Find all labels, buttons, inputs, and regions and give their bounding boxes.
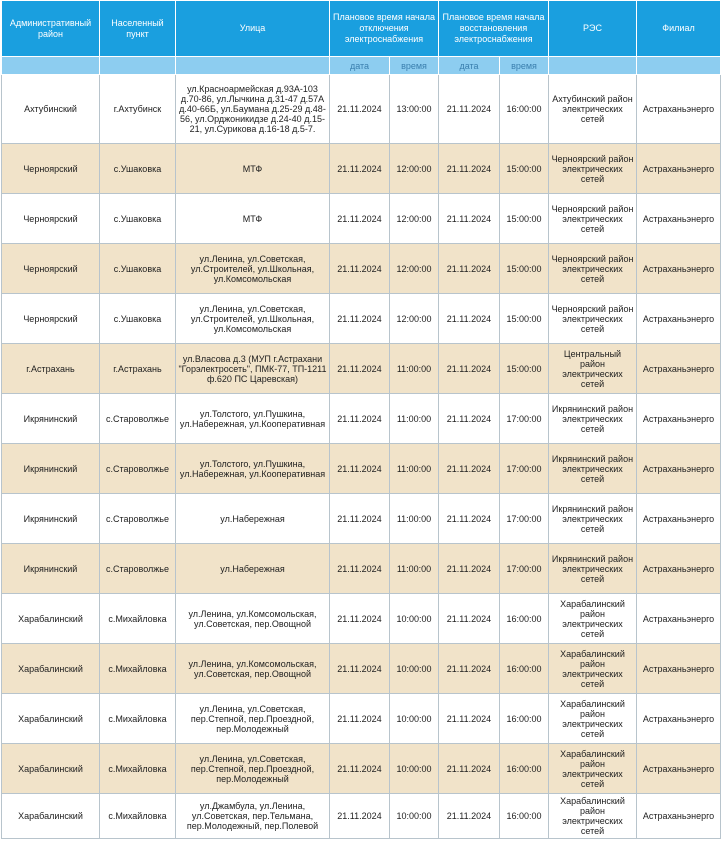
header-branch: Филиал bbox=[637, 1, 721, 57]
cell-off-time: 11:00:00 bbox=[390, 544, 439, 594]
cell-on-time: 15:00:00 bbox=[500, 194, 549, 244]
cell-street: ул.Толстого, ул.Пушкина, ул.Набережная, ул.Кооперативная bbox=[176, 444, 330, 494]
cell-res: Харабалинский район электрических сетей bbox=[549, 594, 637, 644]
cell-street: ул.Ленина, ул.Советская, пер.Степной, пер.Проездной, пер.Молодежный bbox=[176, 694, 330, 744]
cell-street: ул.Джамбула, ул.Ленина, ул.Советская, пер.Тельмана, пер.Молодежный, пер.Полевой bbox=[176, 794, 330, 839]
cell-on-time: 16:00:00 bbox=[500, 594, 549, 644]
cell-off-time: 11:00:00 bbox=[390, 444, 439, 494]
cell-settlement: г.Ахтубинск bbox=[100, 75, 176, 144]
cell-on-time: 17:00:00 bbox=[500, 444, 549, 494]
cell-settlement: с.Михайловка bbox=[100, 794, 176, 839]
cell-branch: Астраханьэнерго bbox=[637, 344, 721, 394]
cell-street: ул.Ленина, ул.Советская, ул.Строителей, ул.Школьная, ул.Комсомольская bbox=[176, 244, 330, 294]
cell-off-date: 21.11.2024 bbox=[330, 294, 390, 344]
cell-on-time: 17:00:00 bbox=[500, 544, 549, 594]
cell-off-time: 10:00:00 bbox=[390, 594, 439, 644]
cell-district: Черноярский bbox=[2, 294, 100, 344]
cell-off-date: 21.11.2024 bbox=[330, 744, 390, 794]
cell-district: Икрянинский bbox=[2, 394, 100, 444]
cell-on-date: 21.11.2024 bbox=[439, 494, 500, 544]
cell-res: Черноярский район электрических сетей bbox=[549, 194, 637, 244]
cell-district: Черноярский bbox=[2, 194, 100, 244]
cell-off-time: 10:00:00 bbox=[390, 794, 439, 839]
header-street: Улица bbox=[176, 1, 330, 57]
header-settlement: Населенный пункт bbox=[100, 1, 176, 57]
cell-branch: Астраханьэнерго bbox=[637, 544, 721, 594]
cell-branch: Астраханьэнерго bbox=[637, 394, 721, 444]
cell-res: Харабалинский район электрических сетей bbox=[549, 794, 637, 839]
cell-settlement: с.Ушаковка bbox=[100, 194, 176, 244]
cell-off-date: 21.11.2024 bbox=[330, 194, 390, 244]
cell-res: Черноярский район электрических сетей bbox=[549, 144, 637, 194]
cell-street: ул.Ленина, ул.Советская, пер.Степной, пер.Проездной, пер.Молодежный bbox=[176, 744, 330, 794]
cell-district: Ахтубинский bbox=[2, 75, 100, 144]
subheader-off-time: время bbox=[390, 57, 439, 75]
header-row bbox=[2, 1, 721, 57]
cell-res: Икрянинский район электрических сетей bbox=[549, 394, 637, 444]
cell-district: Харабалинский bbox=[2, 594, 100, 644]
cell-off-date: 21.11.2024 bbox=[330, 694, 390, 744]
cell-on-time: 17:00:00 bbox=[500, 394, 549, 444]
cell-street: ул.Ленина, ул.Комсомольская, ул.Советская, пер.Овощной bbox=[176, 594, 330, 644]
cell-on-time: 16:00:00 bbox=[500, 694, 549, 744]
cell-off-time: 12:00:00 bbox=[390, 294, 439, 344]
cell-street: ул.Набережная bbox=[176, 544, 330, 594]
cell-res: Харабалинский район электрических сетей bbox=[549, 694, 637, 744]
cell-district: Черноярский bbox=[2, 144, 100, 194]
cell-branch: Астраханьэнерго bbox=[637, 244, 721, 294]
table-row bbox=[2, 244, 721, 294]
cell-on-date: 21.11.2024 bbox=[439, 444, 500, 494]
cell-res: Харабалинский район электрических сетей bbox=[549, 644, 637, 694]
cell-district: Икрянинский bbox=[2, 544, 100, 594]
cell-on-date: 21.11.2024 bbox=[439, 694, 500, 744]
cell-branch: Астраханьэнерго bbox=[637, 644, 721, 694]
cell-off-time: 12:00:00 bbox=[390, 144, 439, 194]
cell-off-date: 21.11.2024 bbox=[330, 444, 390, 494]
cell-street: ул.Красноармейская д.93А-103 д.70-86, ул.Лычкина д.31-47 д.57А д.40-66Б, ул.Баумана д.25-29 д.48-56, ул.Орджоникидзе д.24-40 д.15-21, ул.Сурикова д.16-18 д.5-7. bbox=[176, 75, 330, 144]
table-row bbox=[2, 144, 721, 194]
table-row bbox=[2, 694, 721, 744]
cell-branch: Астраханьэнерго bbox=[637, 744, 721, 794]
cell-settlement: с.Ушаковка bbox=[100, 244, 176, 294]
cell-settlement: с.Староволжье bbox=[100, 544, 176, 594]
cell-res: Черноярский район электрических сетей bbox=[549, 244, 637, 294]
table-row bbox=[2, 544, 721, 594]
cell-settlement: с.Михайловка bbox=[100, 644, 176, 694]
cell-off-date: 21.11.2024 bbox=[330, 544, 390, 594]
cell-off-date: 21.11.2024 bbox=[330, 594, 390, 644]
cell-branch: Астраханьэнерго bbox=[637, 694, 721, 744]
cell-settlement: с.Староволжье bbox=[100, 494, 176, 544]
cell-res: Черноярский район электрических сетей bbox=[549, 294, 637, 344]
cell-branch: Астраханьэнерго bbox=[637, 75, 721, 144]
cell-settlement: с.Михайловка bbox=[100, 744, 176, 794]
cell-off-date: 21.11.2024 bbox=[330, 75, 390, 144]
cell-on-date: 21.11.2024 bbox=[439, 244, 500, 294]
subheader-empty bbox=[549, 57, 637, 75]
cell-district: Харабалинский bbox=[2, 644, 100, 694]
cell-res: Икрянинский район электрических сетей bbox=[549, 544, 637, 594]
table-row bbox=[2, 594, 721, 644]
header-off-time: Плановое время начала отключения электроснабжения bbox=[330, 1, 439, 57]
cell-on-time: 15:00:00 bbox=[500, 344, 549, 394]
subheader-on-time: время bbox=[500, 57, 549, 75]
cell-on-date: 21.11.2024 bbox=[439, 544, 500, 594]
cell-off-date: 21.11.2024 bbox=[330, 794, 390, 839]
cell-off-time: 10:00:00 bbox=[390, 694, 439, 744]
cell-on-date: 21.11.2024 bbox=[439, 75, 500, 144]
cell-street: ул.Ленина, ул.Советская, ул.Строителей, ул.Школьная, ул.Комсомольская bbox=[176, 294, 330, 344]
table-row bbox=[2, 344, 721, 394]
cell-on-time: 15:00:00 bbox=[500, 244, 549, 294]
cell-off-time: 12:00:00 bbox=[390, 194, 439, 244]
subheader-on-date: дата bbox=[439, 57, 500, 75]
cell-on-time: 15:00:00 bbox=[500, 144, 549, 194]
cell-off-time: 10:00:00 bbox=[390, 744, 439, 794]
cell-on-date: 21.11.2024 bbox=[439, 644, 500, 694]
cell-off-time: 13:00:00 bbox=[390, 75, 439, 144]
cell-district: Икрянинский bbox=[2, 444, 100, 494]
cell-branch: Астраханьэнерго bbox=[637, 294, 721, 344]
cell-on-time: 17:00:00 bbox=[500, 494, 549, 544]
cell-on-time: 16:00:00 bbox=[500, 644, 549, 694]
cell-branch: Астраханьэнерго bbox=[637, 144, 721, 194]
cell-on-time: 15:00:00 bbox=[500, 294, 549, 344]
cell-settlement: с.Михайловка bbox=[100, 594, 176, 644]
header-district: Административный район bbox=[2, 1, 100, 57]
cell-street: ул.Власова д.3 (МУП г.Астрахани "Горэлектросеть", ПМК-77, ТП-1211 ф.620 ПС Царевская) bbox=[176, 344, 330, 394]
subheader-row bbox=[2, 57, 721, 75]
cell-off-time: 11:00:00 bbox=[390, 494, 439, 544]
table-row bbox=[2, 494, 721, 544]
cell-on-date: 21.11.2024 bbox=[439, 394, 500, 444]
cell-on-date: 21.11.2024 bbox=[439, 594, 500, 644]
subheader-empty bbox=[2, 57, 100, 75]
table-row bbox=[2, 194, 721, 244]
cell-branch: Астраханьэнерго bbox=[637, 444, 721, 494]
cell-district: Харабалинский bbox=[2, 794, 100, 839]
table-row bbox=[2, 744, 721, 794]
cell-on-date: 21.11.2024 bbox=[439, 744, 500, 794]
table-row bbox=[2, 644, 721, 694]
cell-off-time: 11:00:00 bbox=[390, 344, 439, 394]
cell-district: Харабалинский bbox=[2, 744, 100, 794]
outage-schedule-table bbox=[1, 0, 721, 839]
subheader-empty bbox=[100, 57, 176, 75]
table-row bbox=[2, 794, 721, 839]
cell-on-time: 16:00:00 bbox=[500, 794, 549, 839]
table-row bbox=[2, 444, 721, 494]
cell-off-date: 21.11.2024 bbox=[330, 494, 390, 544]
cell-settlement: с.Михайловка bbox=[100, 694, 176, 744]
subheader-off-date: дата bbox=[330, 57, 390, 75]
cell-off-date: 21.11.2024 bbox=[330, 344, 390, 394]
cell-on-time: 16:00:00 bbox=[500, 744, 549, 794]
cell-settlement: г.Астрахань bbox=[100, 344, 176, 394]
cell-branch: Астраханьэнерго bbox=[637, 794, 721, 839]
cell-settlement: с.Староволжье bbox=[100, 394, 176, 444]
header-on-time: Плановое время начала восстановления электроснабжения bbox=[439, 1, 549, 57]
cell-street: ул.Ленина, ул.Комсомольская, ул.Советская, пер.Овощной bbox=[176, 644, 330, 694]
header-res: РЭС bbox=[549, 1, 637, 57]
cell-settlement: с.Ушаковка bbox=[100, 294, 176, 344]
cell-street: МТФ bbox=[176, 144, 330, 194]
table-row bbox=[2, 75, 721, 144]
cell-street: ул.Толстого, ул.Пушкина, ул.Набережная, ул.Кооперативная bbox=[176, 394, 330, 444]
cell-res: Икрянинский район электрических сетей bbox=[549, 494, 637, 544]
cell-on-date: 21.11.2024 bbox=[439, 344, 500, 394]
cell-street: ул.Набережная bbox=[176, 494, 330, 544]
cell-on-date: 21.11.2024 bbox=[439, 794, 500, 839]
cell-district: г.Астрахань bbox=[2, 344, 100, 394]
cell-off-date: 21.11.2024 bbox=[330, 394, 390, 444]
cell-on-date: 21.11.2024 bbox=[439, 144, 500, 194]
table-body bbox=[2, 75, 721, 839]
cell-on-date: 21.11.2024 bbox=[439, 194, 500, 244]
table-row bbox=[2, 394, 721, 444]
cell-off-time: 12:00:00 bbox=[390, 244, 439, 294]
cell-off-date: 21.11.2024 bbox=[330, 144, 390, 194]
cell-settlement: с.Ушаковка bbox=[100, 144, 176, 194]
cell-district: Икрянинский bbox=[2, 494, 100, 544]
cell-on-time: 16:00:00 bbox=[500, 75, 549, 144]
cell-res: Харабалинский район электрических сетей bbox=[549, 744, 637, 794]
cell-district: Черноярский bbox=[2, 244, 100, 294]
cell-district: Харабалинский bbox=[2, 694, 100, 744]
cell-branch: Астраханьэнерго bbox=[637, 594, 721, 644]
subheader-empty bbox=[176, 57, 330, 75]
table-row bbox=[2, 294, 721, 344]
cell-branch: Астраханьэнерго bbox=[637, 494, 721, 544]
cell-street: МТФ bbox=[176, 194, 330, 244]
cell-res: Ахтубинский район электрических сетей bbox=[549, 75, 637, 144]
cell-off-date: 21.11.2024 bbox=[330, 644, 390, 694]
cell-res: Центральный район электрических сетей bbox=[549, 344, 637, 394]
cell-off-time: 10:00:00 bbox=[390, 644, 439, 694]
subheader-empty bbox=[637, 57, 721, 75]
cell-res: Икрянинский район электрических сетей bbox=[549, 444, 637, 494]
cell-off-time: 11:00:00 bbox=[390, 394, 439, 444]
cell-branch: Астраханьэнерго bbox=[637, 194, 721, 244]
cell-off-date: 21.11.2024 bbox=[330, 244, 390, 294]
cell-settlement: с.Староволжье bbox=[100, 444, 176, 494]
cell-on-date: 21.11.2024 bbox=[439, 294, 500, 344]
